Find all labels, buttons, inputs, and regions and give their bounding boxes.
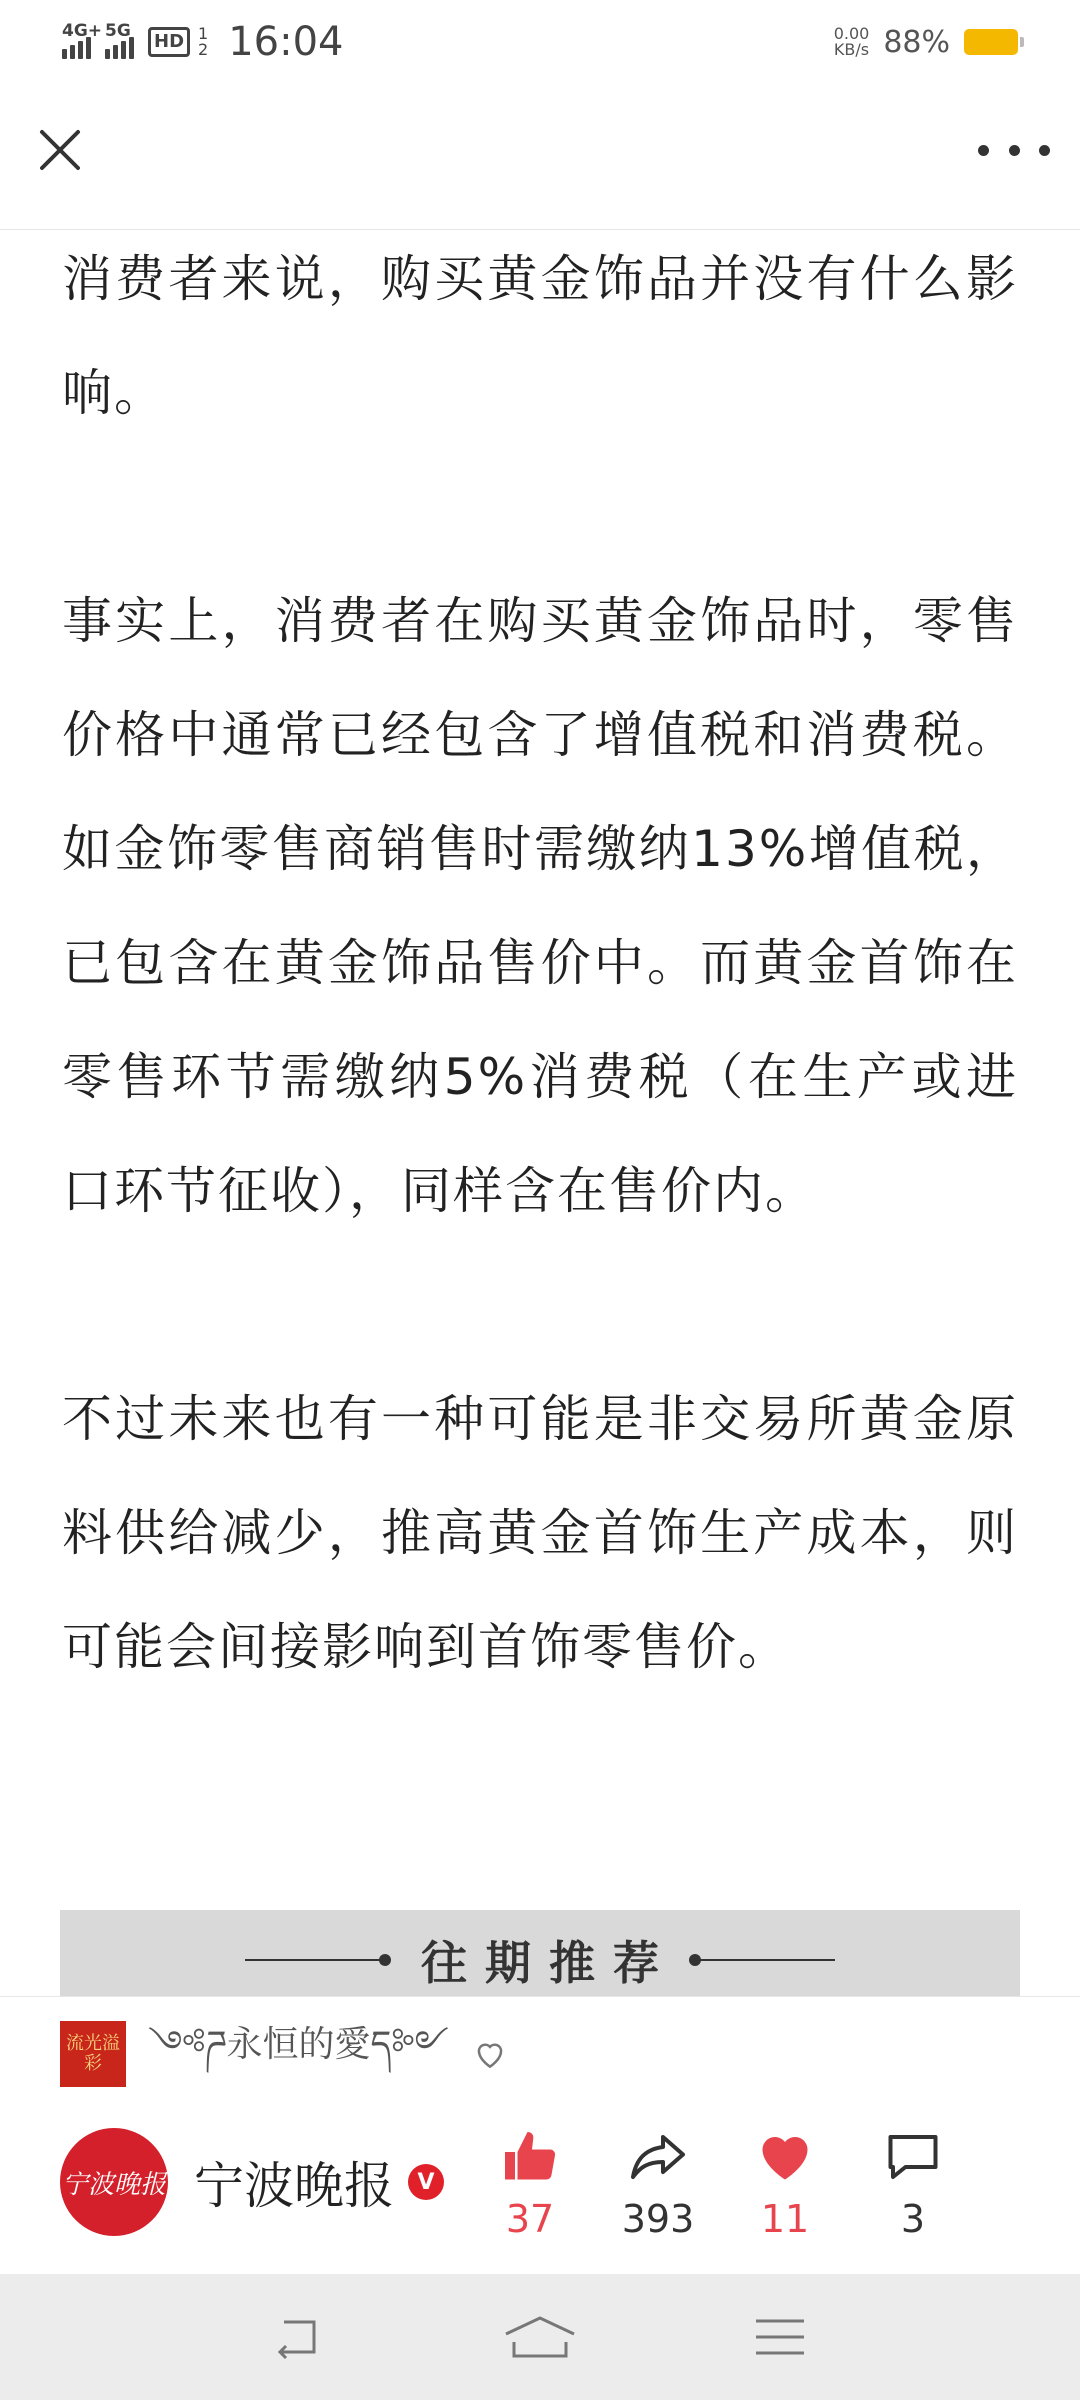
music-title[interactable]: ༺ཌ永恒的愛ད༻ bbox=[148, 2024, 449, 2065]
heart-icon bbox=[755, 2127, 815, 2187]
verified-badge: V bbox=[408, 2164, 444, 2200]
bottom-panel bbox=[0, 1996, 1080, 2274]
divider bbox=[245, 1959, 385, 1961]
article-paragraph: 不过未来也有一种可能是非交易所黄金原料供给减少，推高黄金首饰生产成本，则可能会间接影响到首饰零售价。 bbox=[62, 1390, 1018, 1676]
hd-sim-indicator bbox=[198, 26, 208, 58]
share-button[interactable] bbox=[608, 2127, 708, 2241]
more-dot-icon bbox=[1009, 145, 1020, 156]
author-row bbox=[60, 2127, 1020, 2241]
share-count: 393 bbox=[621, 2197, 695, 2241]
author-name[interactable]: 宁波晚报 bbox=[194, 2157, 394, 2215]
battery-percent: 88% bbox=[883, 24, 950, 60]
favorite-count: 11 bbox=[760, 2197, 810, 2241]
recommend-banner bbox=[60, 1910, 1020, 1996]
network-type-2: 5G bbox=[105, 21, 131, 41]
more-dot-icon bbox=[1039, 145, 1050, 156]
network-type-1: 4G+ bbox=[62, 21, 103, 41]
hd-sub-top: 1 bbox=[198, 24, 209, 43]
top-bar bbox=[0, 84, 1080, 230]
comment-button[interactable] bbox=[863, 2127, 963, 2241]
back-button[interactable] bbox=[260, 2307, 340, 2367]
recommend-banner-title: 往期推荐 bbox=[421, 1936, 677, 1990]
home-button[interactable] bbox=[500, 2307, 580, 2367]
author-avatar[interactable]: 宁波晚报 bbox=[60, 2128, 168, 2236]
signal-4g-icon bbox=[62, 21, 103, 59]
comment-count: 3 bbox=[900, 2197, 926, 2241]
system-nav-bar bbox=[0, 2274, 1080, 2400]
hd-sub-bottom: 2 bbox=[198, 40, 209, 59]
article-paragraph: 事实上，消费者在购买黄金饰品时，零售价格中通常已经包含了增值税和消费税。如金饰零售商销售时需缴纳13%增值税，已包含在黄金饰品售价中。而黄金首饰在零售环节需缴纳5%消费税（在生产或进口环节征收），同样含在售价内。 bbox=[62, 592, 1018, 1220]
speed-value: 0.00 bbox=[833, 24, 870, 43]
music-thumbnail[interactable]: 流光溢彩 bbox=[60, 2021, 126, 2087]
menu-button[interactable] bbox=[740, 2307, 820, 2367]
home-icon bbox=[502, 2312, 578, 2362]
heart-outline-icon[interactable] bbox=[471, 2035, 509, 2073]
status-bar bbox=[0, 0, 1080, 84]
more-button[interactable] bbox=[978, 132, 1050, 168]
comment-icon bbox=[883, 2127, 943, 2187]
more-dot-icon bbox=[978, 145, 989, 156]
thumbs-up-icon bbox=[500, 2127, 560, 2187]
like-button[interactable] bbox=[480, 2127, 580, 2241]
signal-5g-icon bbox=[105, 21, 134, 59]
battery-icon bbox=[964, 29, 1018, 55]
speed-unit: KB/s bbox=[833, 40, 870, 59]
close-button[interactable] bbox=[30, 120, 90, 180]
article-paragraph: 消费者来说，购买黄金饰品并没有什么影响。 bbox=[62, 250, 1018, 422]
music-row[interactable] bbox=[60, 2021, 509, 2087]
hd-voice-icon: HD bbox=[148, 27, 190, 57]
back-icon bbox=[270, 2312, 330, 2362]
share-icon bbox=[628, 2127, 688, 2187]
like-count: 37 bbox=[505, 2197, 555, 2241]
clock: 16:04 bbox=[228, 19, 344, 65]
divider bbox=[695, 1959, 835, 1961]
menu-icon bbox=[752, 2315, 808, 2359]
favorite-button[interactable] bbox=[735, 2127, 835, 2241]
article-body[interactable] bbox=[0, 230, 1080, 1996]
close-icon bbox=[30, 120, 90, 180]
network-speed bbox=[834, 26, 870, 58]
action-bar bbox=[505, 2127, 1020, 2257]
